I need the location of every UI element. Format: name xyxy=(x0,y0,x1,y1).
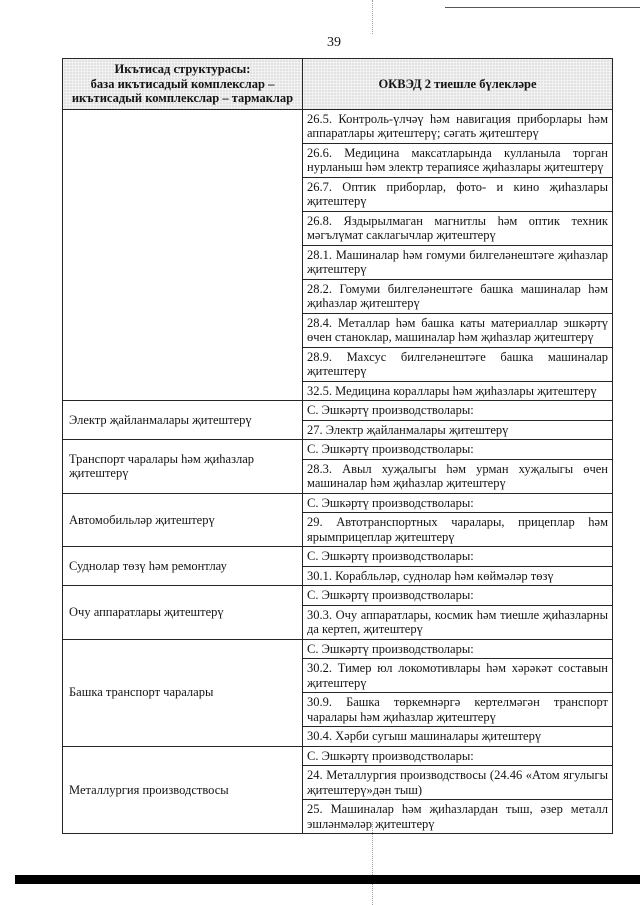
okved-item: 30.3. Очу аппаратлары, космик һәм тиешле җиһазларны да кертеп, җитештерү xyxy=(303,605,613,639)
header-okved-sections: ОКВЭД 2 тиешле бүлекләре xyxy=(303,59,613,110)
okved-item: 26.6. Медицина максатларында кулланыла торган нурланыш һәм электр терапиясе җиһазлары җитештерү xyxy=(303,143,613,177)
sector-cell: Электр җайланмалары җитештерү xyxy=(63,401,303,440)
scan-fold-line-top xyxy=(372,0,373,34)
sector-cell: Башка транспорт чаралары xyxy=(63,639,303,746)
economy-sectors-table xyxy=(62,58,613,834)
okved-item: 32.5. Медицина кораллары һәм җиһазлары җитештерү xyxy=(303,381,613,401)
table-row xyxy=(63,493,613,513)
okved-item: 27. Электр җайланмалары җитештерү xyxy=(303,420,613,440)
page-number: 39 xyxy=(327,35,341,50)
okved-item: С. Эшкәртү производстволары: xyxy=(303,440,613,460)
okved-item: С. Эшкәртү производстволары: xyxy=(303,401,613,421)
okved-item: 29. Автотранспортных чаралары, прицеплар һәм ярымприцеплар җитештерү xyxy=(303,513,613,547)
scan-edge-bar xyxy=(15,875,640,884)
okved-item: С. Эшкәртү производстволары: xyxy=(303,547,613,567)
okved-item: 26.7. Оптик приборлар, фото- и кино җиһазлары җитештерү xyxy=(303,177,613,211)
header-line: икътисадый комплекслар – тармаклар xyxy=(71,91,294,105)
okved-item: 28.9. Махсус билгеләнештәге башка машиналар җитештерү xyxy=(303,347,613,381)
okved-item: 28.1. Машиналар һәм гомуми билгеләнештәге җиһазлар җитештерү xyxy=(303,245,613,279)
table-row xyxy=(63,401,613,421)
header-line: Икътисад структурасы: xyxy=(114,62,251,76)
okved-item: С. Эшкәртү производстволары: xyxy=(303,493,613,513)
okved-item: 30.1. Корабльләр, суднолар һәм көймәләр төзү xyxy=(303,566,613,586)
okved-item: 30.4. Хәрби сугыш машиналары җитештерү xyxy=(303,727,613,747)
okved-item: 28.2. Гомуми билгеләнештәге башка машиналар һәм җиһазлар җитештерү xyxy=(303,279,613,313)
okved-item: 26.8. Яздырылмаган магнитлы һәм оптик техник мәгълүмат саклагычлар җитештерү xyxy=(303,211,613,245)
table-row xyxy=(63,586,613,606)
okved-item: С. Эшкәртү производстволары: xyxy=(303,586,613,606)
table-row xyxy=(63,746,613,766)
okved-item: 25. Машиналар һәм җиһазлардан тыш, әзер металл эшләнмәләр җитештерү xyxy=(303,800,613,834)
okved-item: 28.3. Авыл хуҗалыгы һәм урман хуҗалыгы өчен машиналар һәм җиһазлар җитештерү xyxy=(303,459,613,493)
okved-item: 30.9. Башка төркемнәргә кертелмәгән транспорт чаралары һәм җиһазлар җитештерү xyxy=(303,693,613,727)
scan-fold-line-bottom xyxy=(372,822,373,905)
okved-item: С. Эшкәртү производстволары: xyxy=(303,639,613,659)
table-header-row xyxy=(63,59,613,110)
table-row xyxy=(63,547,613,567)
okved-item: 28.4. Металлар һәм башка каты материаллар эшкәртү өчен станоклар, машиналар һәм җиһазлар җитештерү xyxy=(303,313,613,347)
sector-cell: Металлургия производствосы xyxy=(63,746,303,834)
sector-cell: Суднолар төзү һәм ремонтлау xyxy=(63,547,303,586)
header-economic-structure xyxy=(63,59,303,110)
okved-item: 26.5. Контроль-үлчәү һәм навигация приборлары һәм аппаратлары җитештерү; сәгать җитештерү xyxy=(303,109,613,143)
header-line: база икътисадый комплекслар – xyxy=(90,76,275,91)
table-row xyxy=(63,440,613,460)
okved-item: С. Эшкәртү производстволары: xyxy=(303,746,613,766)
scan-edge-line xyxy=(445,7,640,8)
table-row xyxy=(63,639,613,659)
sector-cell-empty xyxy=(63,109,303,401)
sector-cell: Автомобильләр җитештерү xyxy=(63,493,303,547)
okved-item: 30.2. Тимер юл локомотивлары һәм хәрәкәт составын җитештерү xyxy=(303,659,613,693)
sector-cell: Транспорт чаралары һәм җиһазлар җитештерү xyxy=(63,440,303,494)
table-row xyxy=(63,109,613,143)
okved-item: 24. Металлургия производствосы (24.46 «Атом ягулыгы җитештерү»дән тыш) xyxy=(303,766,613,800)
sector-cell: Очу аппаратлары җитештерү xyxy=(63,586,303,640)
